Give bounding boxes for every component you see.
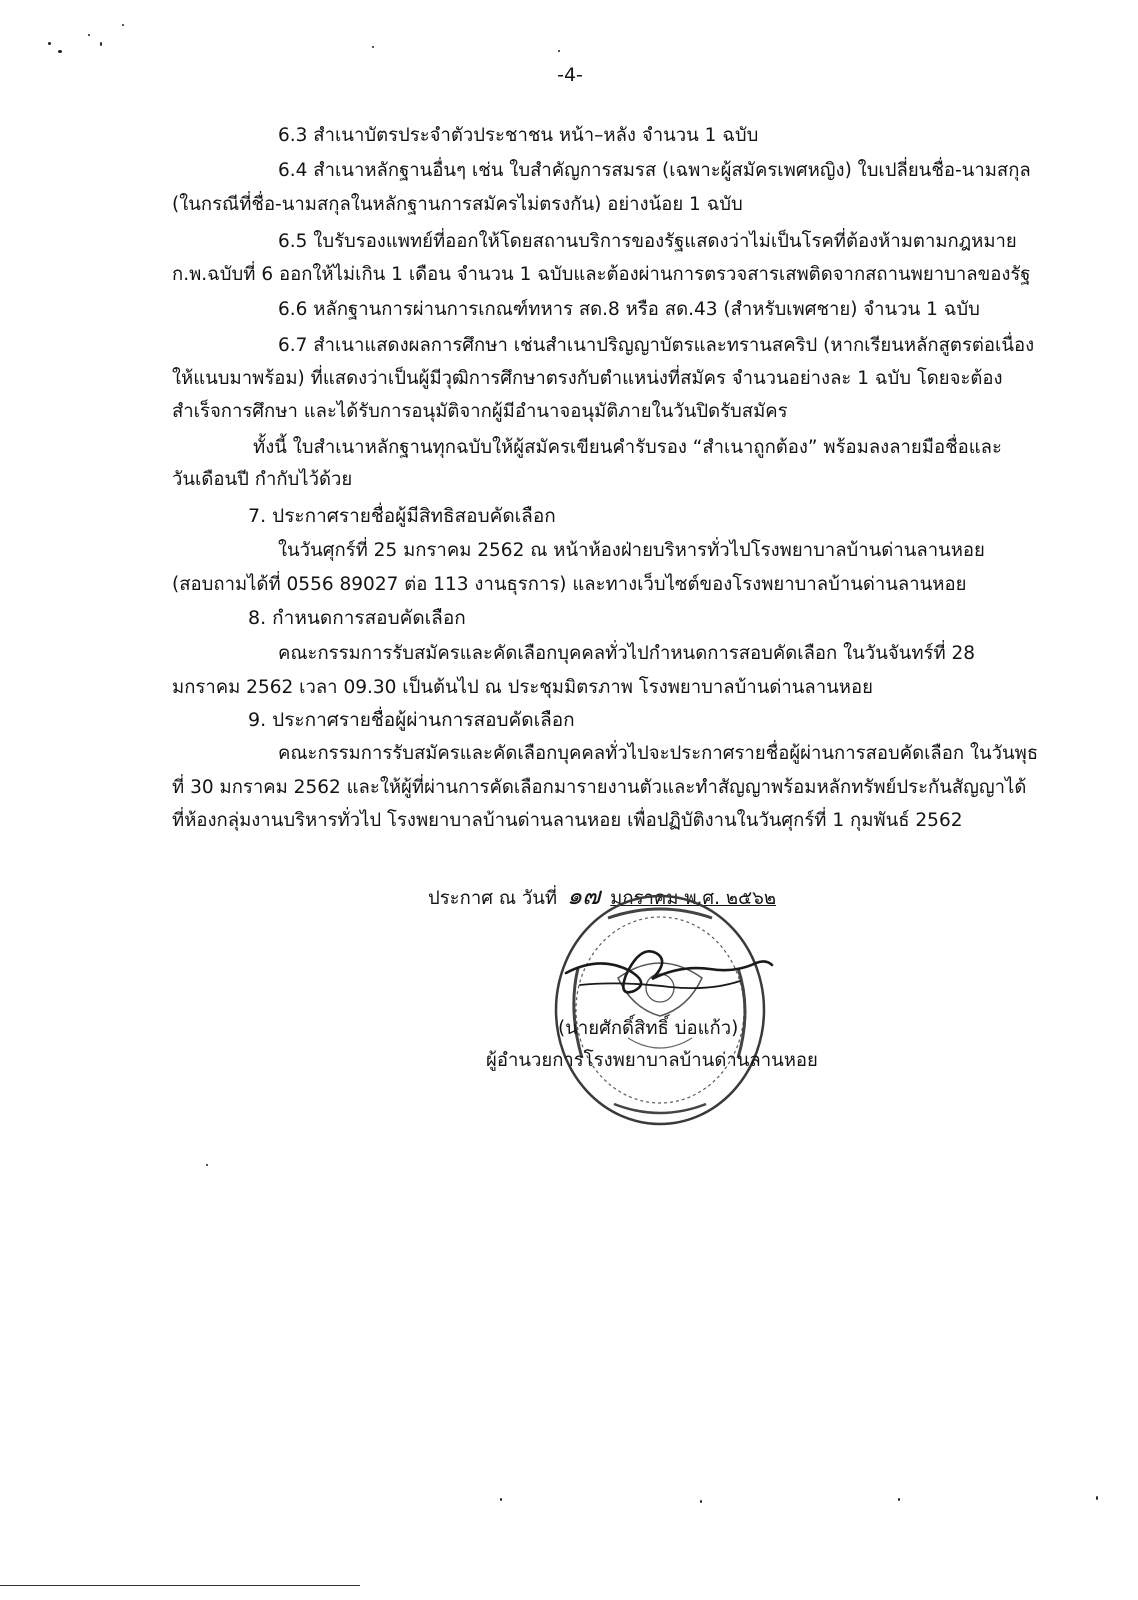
item-6-6: 6.6 หลักฐานการผ่านการเกณฑ์ทหาร สด.8 หรือ สด.43 (สำหรับเพศชาย) จำนวน 1 ฉบับ [278, 299, 980, 320]
scan-speck [558, 50, 560, 52]
scan-speck [58, 50, 62, 53]
item-6-7-line3: สำเร็จการศึกษา และได้รับการอนุมัติจากผู้มีอำนาจอนุมัติภายในวันปิดรับสมัคร [172, 401, 788, 422]
scan-speck [88, 34, 90, 36]
item-6-7-line2: ให้แนบมาพร้อม) ที่แสดงว่าเป็นผู้มีวุฒิการศึกษาตรงกับตำแหน่งที่สมัคร จำนวนอย่างละ 1 ฉบับ โดยจะต้อง [172, 368, 1003, 389]
section-8-line1: คณะกรรมการรับสมัครและคัดเลือกบุคคลทั่วไปกำหนดการสอบคัดเลือก ในวันจันทร์ที่ 28 [278, 643, 976, 664]
item-6-4-line2: (ในกรณีที่ชื่อ-นามสกุลในหลักฐานการสมัครไม่ตรงกัน) อย่างน้อย 1 ฉบับ [172, 194, 743, 215]
item-6-3: 6.3 สำเนาบัตรประจำตัวประชาชน หน้า–หลัง จำนวน 1 ฉบับ [278, 125, 759, 146]
item-6-4-line1: 6.4 สำเนาหลักฐานอื่นๆ เช่น ใบสำคัญการสมรส (เฉพาะผู้สมัครเพศหญิง) ใบเปลี่ยนชื่อ-นามสกุล [278, 160, 1031, 181]
note-line2: วันเดือนปี กำกับไว้ด้วย [172, 469, 353, 490]
item-6-5-line2: ก.พ.ฉบับที่ 6 ออกให้ไม่เกิน 1 เดือน จำนวน 1 ฉบับและต้องผ่านการตรวจสารเสพติดจากสถานพยาบาลของรัฐ [172, 264, 1031, 285]
section-7-heading: 7. ประกาศรายชื่อผู้มีสิทธิสอบคัดเลือก [248, 505, 556, 527]
announced-prefix: ประกาศ ณ วันที่ [428, 888, 558, 909]
item-6-7-line1: 6.7 สำเนาแสดงผลการศึกษา เช่นสำเนาปริญญาบัตรและทรานสคริป (หากเรียนหลักสูตรต่อเนื่อง [278, 335, 1035, 356]
scan-speck [122, 24, 124, 26]
scan-speck [1096, 1496, 1098, 1500]
scan-speck [100, 42, 102, 46]
page-number: -4- [557, 64, 583, 86]
section-9-heading: 9. ประกาศรายชื่อผู้ผ่านการสอบคัดเลือก [248, 709, 575, 731]
signatory-name: (นายศักดิ์สิทธิ์ บ่อแก้ว) [558, 1018, 739, 1039]
scan-speck [898, 1498, 900, 1501]
month-year: มกราคม พ.ศ. ๒๕๖๒ [610, 888, 777, 909]
handwritten-day: ๑๗ [567, 882, 601, 910]
section-9-line2: ที่ 30 มกราคม 2562 และให้ผู้ที่ผ่านการคัดเลือกมารายงานตัวและทำสัญญาพร้อมหลักทรัพย์ประกันสัญญาได้ [172, 777, 1027, 798]
section-7-line1: ในวันศุกร์ที่ 25 มกราคม 2562 ณ หน้าห้องฝ่ายบริหารทั่วไปโรงพยาบาลบ้านด่านลานหอย [278, 540, 985, 561]
scan-speck [206, 1164, 208, 1166]
scan-speck [700, 1500, 702, 1503]
section-9-line1: คณะกรรมการรับสมัครและคัดเลือกบุคคลทั่วไปจะประกาศรายชื่อผู้ผ่านการสอบคัดเลือก ในวันพุธ [278, 743, 1039, 764]
section-8-heading: 8. กำหนดการสอบคัดเลือก [248, 607, 466, 629]
item-6-5-line1: 6.5 ใบรับรองแพทย์ที่ออกให้โดยสถานบริการของรัฐแสดงว่าไม่เป็นโรคที่ต้องห้ามตามกฎหมาย [278, 231, 1017, 252]
section-7-line2: (สอบถามได้ที่ 0556 89027 ต่อ 113 งานธุรการ) และทางเว็บไซต์ของโรงพยาบาลบ้านด่านลานหอย [172, 574, 967, 595]
note-line1: ทั้งนี้ ใบสำเนาหลักฐานทุกฉบับให้ผู้สมัครเขียนคำรับรอง “สำเนาถูกต้อง” พร้อมลงลายมือชื่อและ [253, 437, 1002, 458]
signatory-position: ผู้อำนวยการโรงพยาบาลบ้านด่านลานหอย [486, 1050, 818, 1071]
section-8-line2: มกราคม 2562 เวลา 09.30 เป็นต้นไป ณ ประชุมมิตรภาพ โรงพยาบาลบ้านด่านลานหอย [172, 677, 873, 698]
official-seal-stamp [548, 888, 772, 1132]
scan-speck [372, 46, 374, 48]
scan-speck [500, 1498, 502, 1501]
handwritten-signature [560, 935, 780, 1005]
section-9-line3: ที่ห้องกลุ่มงานบริหารทั่วไป โรงพยาบาลบ้านด่านลานหอย เพื่อปฏิบัติงานในวันศุกร์ที่ 1 กุมพันธ์ 2562 [172, 810, 963, 831]
scan-speck [48, 42, 51, 45]
scan-edge-line [0, 1585, 360, 1586]
